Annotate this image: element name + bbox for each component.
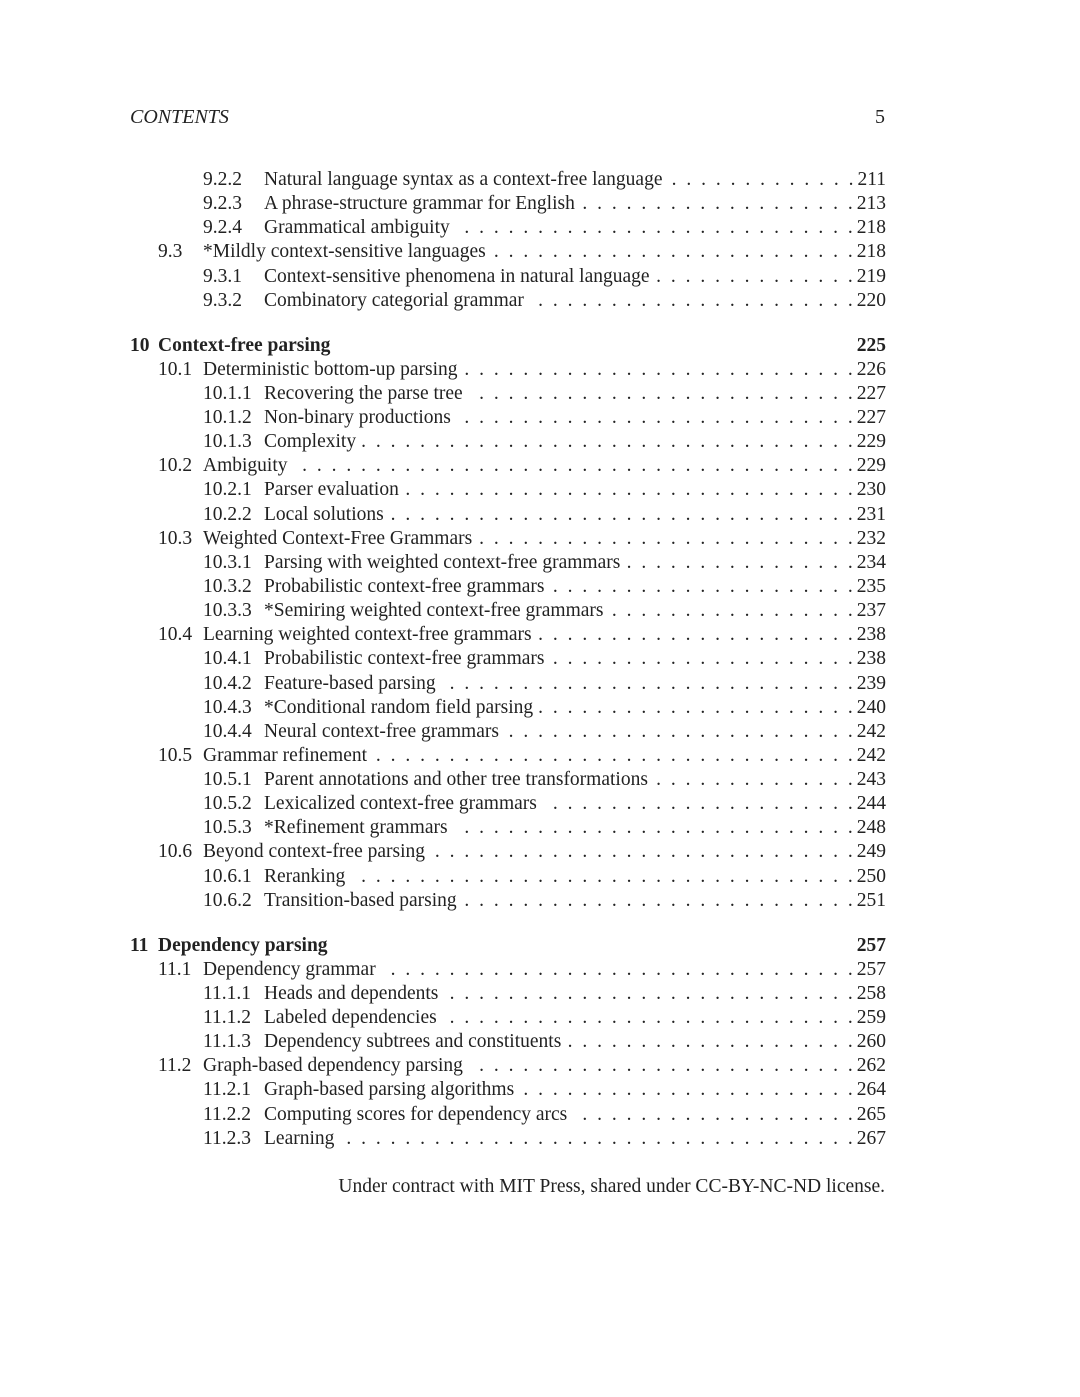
toc-subsection-entry[interactable] <box>130 478 886 502</box>
toc-entry-title: A phrase-structure grammar for English <box>264 193 575 215</box>
dot-leader <box>442 672 853 696</box>
toc-entry-title: Combinatory categorial grammar <box>264 289 524 311</box>
toc-entry-title: Reranking <box>264 865 346 887</box>
toc-entry-title: Neural context-free grammars <box>264 720 499 742</box>
toc-subsection-entry[interactable] <box>130 982 886 1006</box>
toc-entry-page: 235 <box>856 575 886 597</box>
toc-entry-title: Labeled dependencies <box>264 1007 437 1029</box>
toc-entry-page: 229 <box>856 431 886 453</box>
toc-entry-number: 10.5.2 <box>203 793 252 815</box>
toc-entry-number: 10.1.2 <box>203 406 252 428</box>
toc-entry-title: Feature-based parsing <box>264 672 436 694</box>
dot-leader <box>538 623 853 647</box>
toc-entry-title: Deterministic bottom-up parsing <box>203 358 458 380</box>
toc-subsection-entry[interactable] <box>130 1006 886 1030</box>
toc-entry-number: 11.1.1 <box>203 982 252 1004</box>
toc-entry-number: 11.1.2 <box>203 1007 252 1029</box>
toc-entry-title: Learning weighted context-free grammars <box>203 624 532 646</box>
toc-entry-page: 227 <box>856 406 886 428</box>
dot-leader <box>550 575 852 599</box>
dot-leader <box>539 696 853 720</box>
toc-subsection-entry[interactable] <box>130 720 886 744</box>
toc-subsection-entry[interactable] <box>130 430 886 454</box>
toc-subsection-entry[interactable] <box>130 816 886 840</box>
toc-entry-page: 244 <box>856 793 886 815</box>
toc-entry-title: Heads and dependents <box>264 982 439 1004</box>
dot-leader <box>567 1030 852 1054</box>
toc-entry-number: 10.5 <box>158 744 193 766</box>
dot-leader <box>390 503 853 527</box>
toc-entry-page: 250 <box>856 865 886 887</box>
dot-leader <box>505 720 853 744</box>
toc-section-entry[interactable] <box>130 454 886 478</box>
toc-entry-number: 10.1.1 <box>203 382 252 404</box>
toc-entry-number: 10.5.3 <box>203 817 252 839</box>
toc-entry-number: 10.5.1 <box>203 769 252 791</box>
toc-entry-title: Grammar refinement <box>203 744 368 766</box>
toc-entry-number: 10.6.1 <box>203 865 252 887</box>
toc-section-entry[interactable] <box>130 1054 886 1078</box>
table-of-contents <box>130 168 886 1151</box>
toc-entry-number: 10.6.2 <box>203 889 252 911</box>
toc-entry-page: 218 <box>856 217 886 239</box>
toc-subsection-entry[interactable] <box>130 865 886 889</box>
toc-entry-page: 238 <box>856 648 886 670</box>
toc-entry-page: 213 <box>856 193 886 215</box>
toc-entry-title: Dependency parsing <box>158 934 328 956</box>
toc-entry-page: 239 <box>856 672 886 694</box>
toc-entry-number: 9.2.4 <box>203 217 242 239</box>
toc-subsection-entry[interactable] <box>130 406 886 430</box>
running-header-title: CONTENTS <box>130 106 229 128</box>
toc-entry-number: 10.4.3 <box>203 696 252 718</box>
toc-subsection-entry[interactable] <box>130 382 886 406</box>
dot-leader <box>444 982 852 1006</box>
toc-subsection-entry[interactable] <box>130 503 886 527</box>
toc-entry-title: Recovering the parse tree <box>264 382 463 404</box>
toc-entry-number: 9.3.1 <box>203 265 242 287</box>
toc-entry-page: 265 <box>856 1103 886 1125</box>
dot-leader <box>668 168 853 192</box>
toc-entry-page: 226 <box>856 358 886 380</box>
toc-entry-title: Non-binary productions <box>264 406 451 428</box>
toc-entry-number: 10.3 <box>158 527 193 549</box>
dot-leader <box>456 216 853 240</box>
toc-entry-page: 257 <box>856 958 886 980</box>
dot-leader <box>610 599 853 623</box>
toc-entry-page: 238 <box>856 624 886 646</box>
dot-leader <box>530 289 853 313</box>
toc-entry-page: 248 <box>856 817 886 839</box>
toc-entry-title: Learning <box>264 1127 335 1149</box>
toc-entry-number: 10.3.2 <box>203 575 252 597</box>
toc-section-entry[interactable] <box>130 240 886 264</box>
toc-entry-title: *Mildly context-sensitive languages <box>203 241 486 263</box>
toc-subsection-entry[interactable] <box>130 265 886 289</box>
toc-subsection-entry[interactable] <box>130 575 886 599</box>
dot-leader <box>340 1127 852 1151</box>
dot-leader <box>573 1103 853 1127</box>
toc-entry-number: 10.2 <box>158 455 193 477</box>
toc-entry-title: *Refinement grammars <box>264 817 448 839</box>
dot-leader <box>543 792 853 816</box>
toc-entry-title: Probabilistic context-free grammars <box>264 648 545 670</box>
toc-entry-page: 229 <box>856 455 886 477</box>
toc-entry-number: 11.2 <box>158 1055 192 1077</box>
page-number: 5 <box>875 106 885 128</box>
toc-entry-page: 262 <box>856 1055 886 1077</box>
toc-entry-number: 9.2.3 <box>203 193 242 215</box>
dot-leader <box>626 551 852 575</box>
toc-entry-number: 10 <box>130 334 150 356</box>
toc-subsection-entry[interactable] <box>130 672 886 696</box>
toc-entry-title: Dependency subtrees and constituents <box>264 1031 562 1053</box>
toc-entry-title: Beyond context-free parsing <box>203 841 426 863</box>
toc-entry-page: 264 <box>856 1079 886 1101</box>
toc-entry-title: Transition-based parsing <box>264 889 457 911</box>
dot-leader <box>550 647 852 671</box>
toc-entry-number: 10.1.3 <box>203 431 252 453</box>
toc-subsection-entry[interactable] <box>130 792 886 816</box>
toc-entry-number: 11.2.1 <box>203 1079 252 1101</box>
dot-leader <box>351 865 853 889</box>
toc-entry-title: Context-free parsing <box>158 334 331 356</box>
toc-section-entry[interactable] <box>130 623 886 647</box>
toc-entry-number: 11.1.3 <box>203 1031 252 1053</box>
toc-entry-page: 227 <box>856 382 886 404</box>
dot-leader <box>443 1006 853 1030</box>
toc-entry-page: 240 <box>856 696 886 718</box>
toc-entry-title: Natural language syntax as a context-free language <box>264 169 663 190</box>
dot-leader <box>492 240 853 264</box>
toc-section-entry[interactable] <box>130 527 886 551</box>
dot-leader <box>656 265 853 289</box>
dot-leader <box>464 358 853 382</box>
toc-entry-page: 232 <box>856 527 886 549</box>
toc-subsection-entry[interactable] <box>130 216 886 240</box>
dot-leader <box>520 1078 853 1102</box>
toc-subsection-entry[interactable] <box>130 168 886 192</box>
dot-leader <box>431 840 853 864</box>
toc-section-entry[interactable] <box>130 840 886 864</box>
dot-leader <box>463 889 853 913</box>
toc-entry-title: Weighted Context-Free Grammars <box>203 527 473 549</box>
toc-subsection-entry[interactable] <box>130 768 886 792</box>
toc-entry-page: 220 <box>856 289 886 311</box>
dot-leader <box>454 816 853 840</box>
dot-leader <box>478 527 853 551</box>
toc-entry-number: 10.3.3 <box>203 600 252 622</box>
toc-entry-page: 237 <box>856 600 886 622</box>
toc-section-entry[interactable] <box>130 958 886 982</box>
toc-entry-number: 10.4.2 <box>203 672 252 694</box>
toc-entry-number: 11 <box>130 934 149 956</box>
toc-subsection-entry[interactable] <box>130 289 886 313</box>
toc-subsection-entry[interactable] <box>130 1030 886 1054</box>
dot-leader <box>654 768 853 792</box>
toc-entry-number: 10.2.2 <box>203 503 252 525</box>
toc-entry-title: Parsing with weighted context-free grammars <box>264 551 621 573</box>
toc-entry-title: Graph-based parsing algorithms <box>264 1079 515 1101</box>
toc-subsection-entry[interactable] <box>130 889 886 913</box>
toc-entry-title: Probabilistic context-free grammars <box>264 575 545 597</box>
dot-leader <box>457 406 853 430</box>
dot-leader <box>373 744 853 768</box>
toc-subsection-entry[interactable] <box>130 192 886 216</box>
toc-entry-page: 243 <box>856 769 886 791</box>
toc-entry-number: 9.3 <box>158 241 183 263</box>
toc-entry-page: 260 <box>856 1031 886 1053</box>
dot-leader <box>294 454 853 478</box>
toc-entry-title: Ambiguity <box>203 455 288 477</box>
toc-entry-title: Local solutions <box>264 503 384 525</box>
toc-subsection-entry[interactable] <box>130 1078 886 1102</box>
dot-leader <box>362 430 853 454</box>
dot-leader <box>469 1054 853 1078</box>
toc-entry-title: Complexity <box>264 431 357 453</box>
toc-entry-title: Computing scores for dependency arcs <box>264 1103 568 1125</box>
toc-subsection-entry[interactable] <box>130 696 886 720</box>
toc-chapter-entry[interactable] <box>130 334 886 358</box>
toc-subsection-entry[interactable] <box>130 1103 886 1127</box>
toc-entry-page: 257 <box>856 934 886 956</box>
toc-entry-number: 9.3.2 <box>203 289 242 311</box>
toc-entry-page: 225 <box>856 334 886 356</box>
toc-entry-page: 249 <box>856 841 886 863</box>
toc-subsection-entry[interactable] <box>130 599 886 623</box>
toc-entry-number: 10.6 <box>158 841 193 863</box>
toc-section-entry[interactable] <box>130 744 886 768</box>
toc-subsection-entry[interactable] <box>130 1127 886 1151</box>
toc-entry-number: 10.1 <box>158 358 193 380</box>
toc-entry-number: 10.4.1 <box>203 648 252 670</box>
toc-entry-number: 10.3.1 <box>203 551 252 573</box>
dot-leader <box>469 382 853 406</box>
toc-entry-number: 11.2.3 <box>203 1127 252 1149</box>
toc-subsection-entry[interactable] <box>130 647 886 671</box>
toc-subsection-entry[interactable] <box>130 551 886 575</box>
dot-leader <box>405 478 853 502</box>
toc-entry-page: 258 <box>856 982 886 1004</box>
toc-entry-title: Dependency grammar <box>203 958 376 980</box>
toc-entry-page: 242 <box>856 744 886 766</box>
toc-entry-page: 219 <box>856 265 886 287</box>
dot-leader <box>581 192 853 216</box>
toc-entry-title: Graph-based dependency parsing <box>203 1055 463 1077</box>
toc-entry-number: 10.4 <box>158 624 193 646</box>
toc-entry-number: 11.1 <box>158 958 192 980</box>
toc-entry-title: Lexicalized context-free grammars <box>264 793 537 815</box>
toc-entry-page: 218 <box>856 241 886 263</box>
toc-entry-title: *Conditional random field parsing <box>264 696 534 718</box>
toc-entry-number: 9.2.2 <box>203 169 242 190</box>
toc-entry-title: *Semiring weighted context-free grammars <box>264 600 604 622</box>
toc-entry-page: 251 <box>856 889 886 911</box>
toc-entry-page: 230 <box>856 479 886 501</box>
toc-chapter-entry[interactable] <box>130 934 886 958</box>
license-footer: Under contract with MIT Press, shared under CC-BY-NC-ND license. <box>338 1176 885 1197</box>
toc-entry-page: 234 <box>856 551 886 573</box>
dot-leader <box>382 958 853 982</box>
toc-entry-title: Parser evaluation <box>264 479 399 501</box>
toc-entry-page: 242 <box>856 720 886 742</box>
toc-entry-title: Context-sensitive phenomena in natural language <box>264 265 650 287</box>
toc-entry-page: 267 <box>856 1127 886 1149</box>
toc-entry-number: 10.2.1 <box>203 479 252 501</box>
toc-entry-number: 10.4.4 <box>203 720 252 742</box>
toc-entry-page: 231 <box>856 503 886 525</box>
toc-entry-page: 259 <box>856 1007 886 1029</box>
toc-entry-page: 211 <box>857 169 886 190</box>
toc-section-entry[interactable] <box>130 358 886 382</box>
toc-entry-number: 11.2.2 <box>203 1103 252 1125</box>
toc-entry-title: Grammatical ambiguity <box>264 217 450 239</box>
toc-entry-title: Parent annotations and other tree transformations <box>264 769 648 791</box>
